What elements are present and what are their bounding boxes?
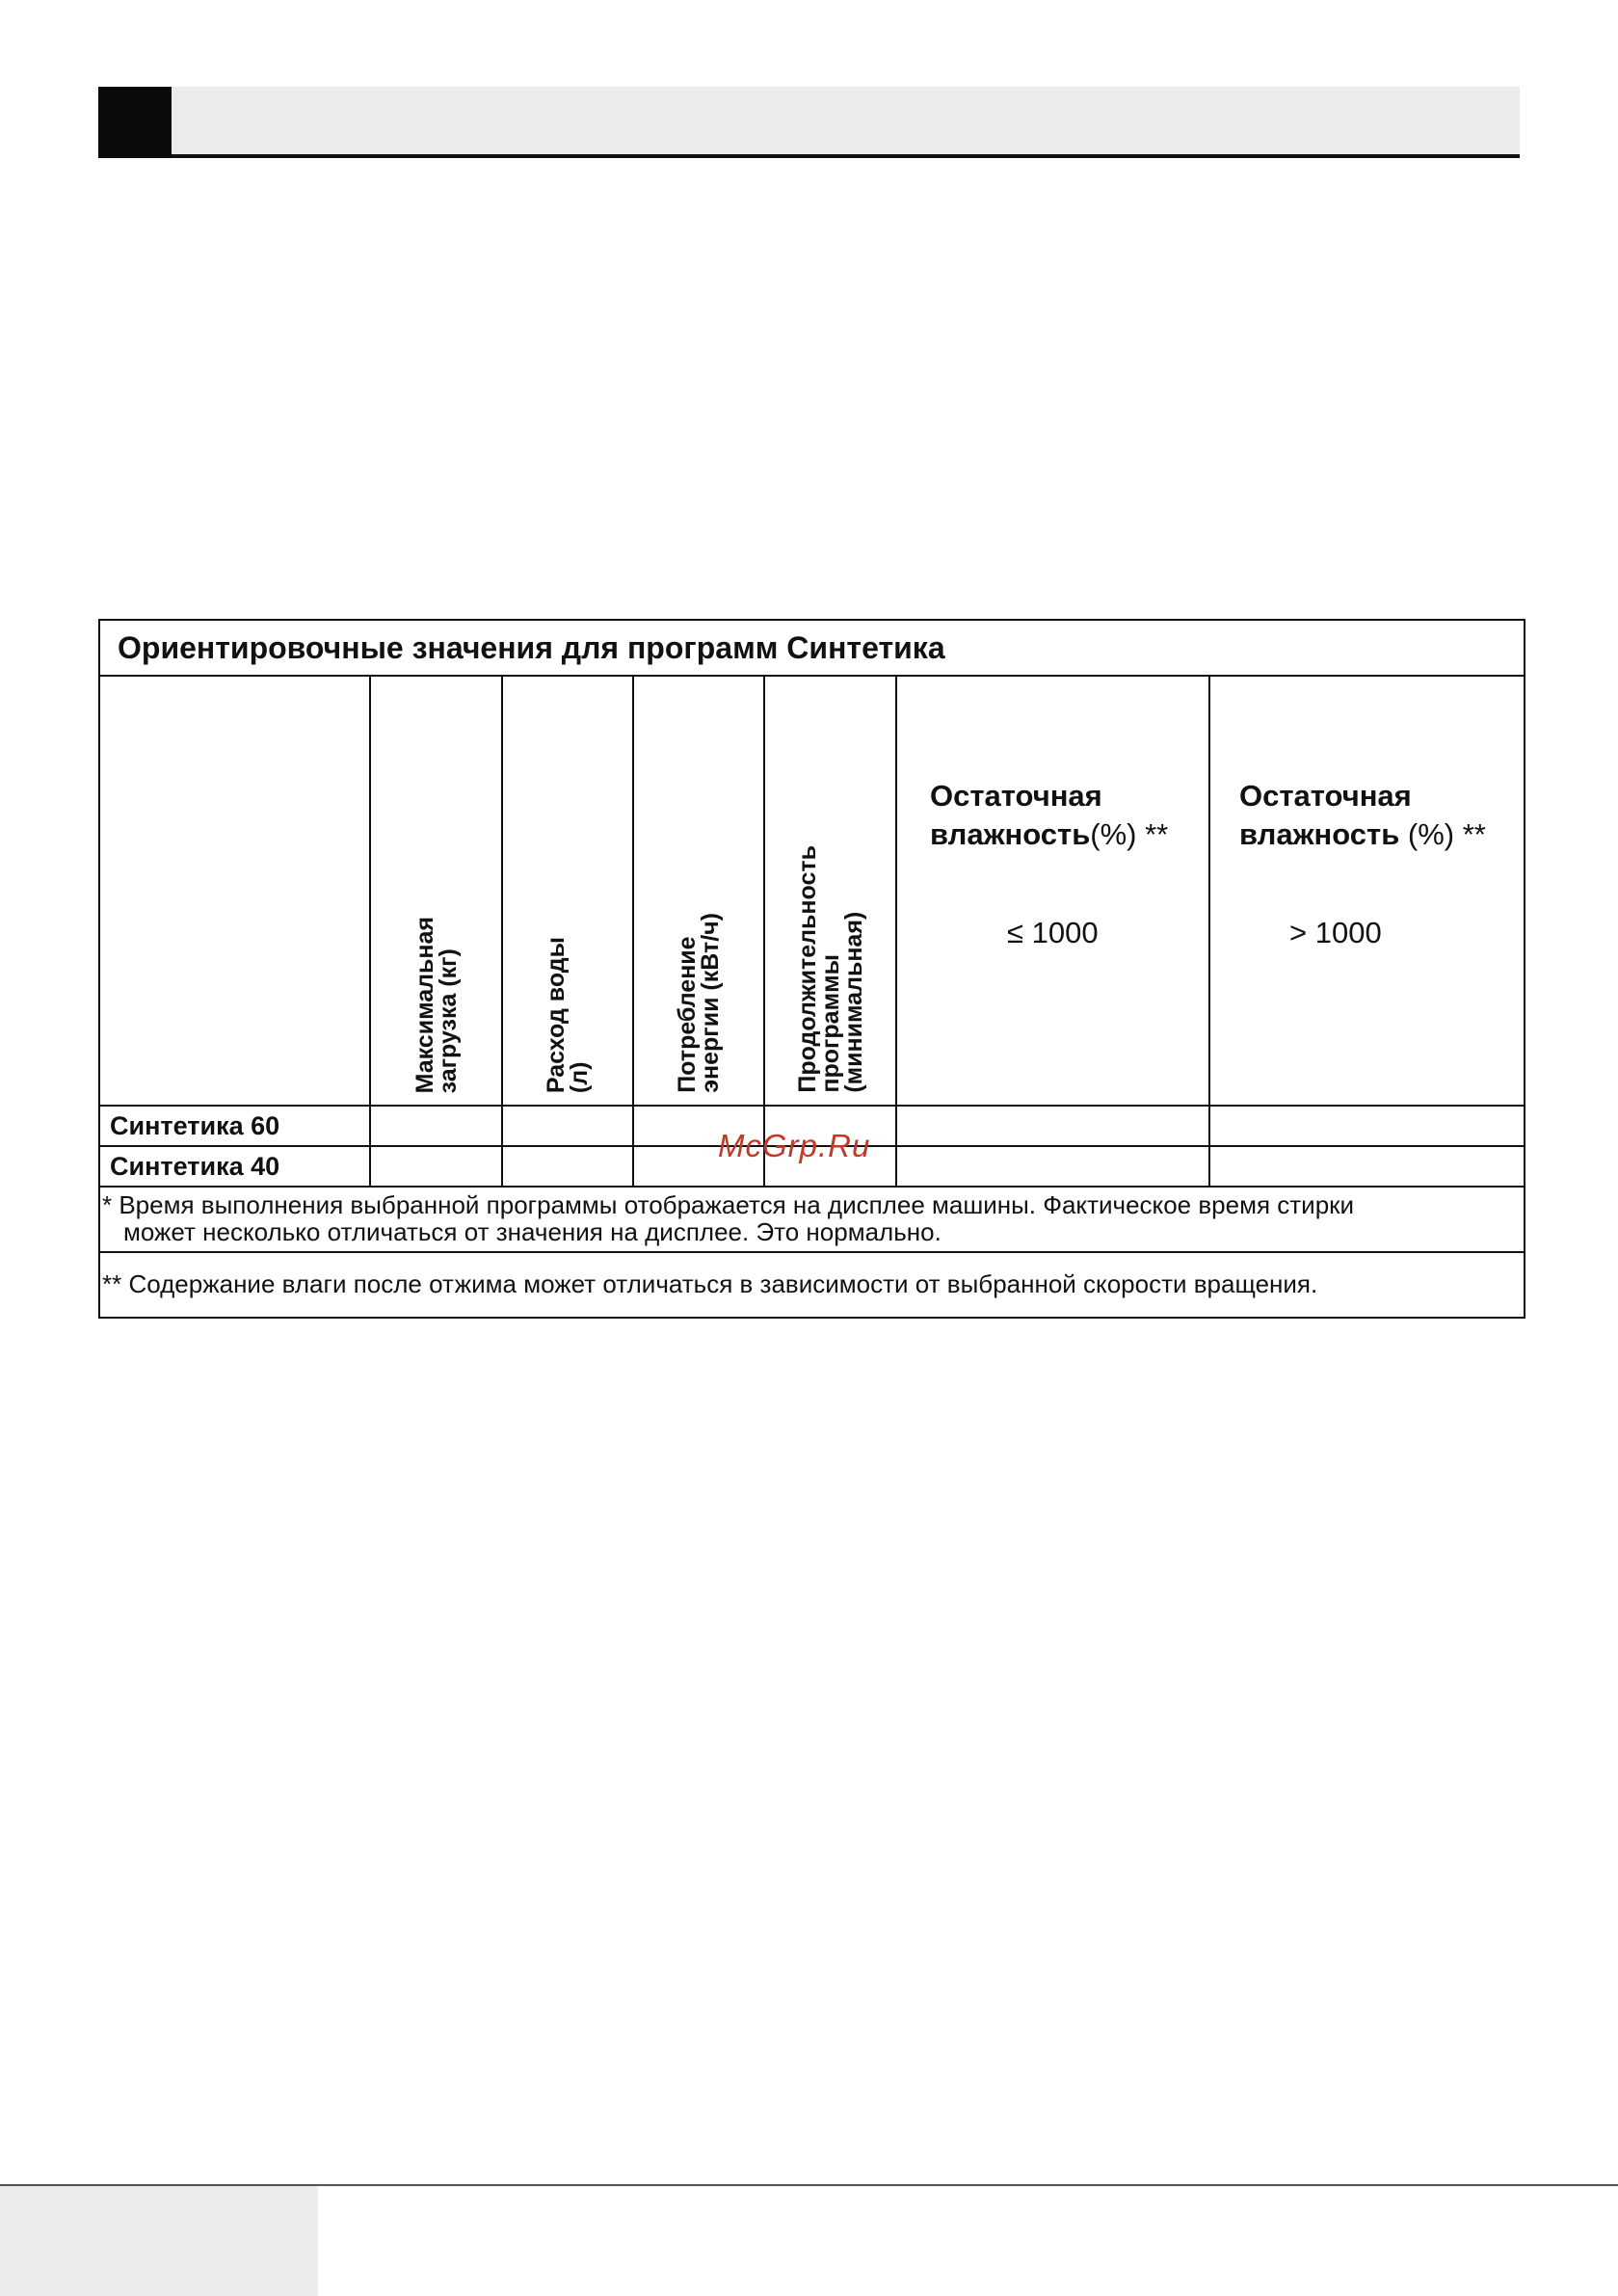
- water-consumption-label: Расход воды (л): [543, 936, 593, 1093]
- humidity-label-line1: Остаточная: [930, 779, 1102, 813]
- humidity-unit: (%) **: [1399, 817, 1486, 851]
- table-title: Ориентировочные значения для программ Синтетика: [99, 620, 1525, 676]
- footnote-duration-line2: может несколько отличаться от значения на дисплее. Это нормально.: [123, 1217, 942, 1246]
- row-label-synthetics-40: Синтетика 40: [99, 1146, 370, 1187]
- synthetics-values-table: [98, 619, 1525, 1319]
- watermark: McGrp.Ru: [718, 1128, 871, 1163]
- energy-consumption-label: Потребление энергии (кВт/ч): [674, 913, 724, 1093]
- header-bar: [98, 87, 1520, 158]
- footnote-humidity: ** Содержание влаги после отжима может отличаться в зависимости от выбранной скорости вращения.: [99, 1252, 1525, 1318]
- program-duration-header: [764, 676, 896, 1106]
- footer-block: [0, 2186, 318, 2296]
- water-consumption-header: [502, 676, 633, 1106]
- max-load-label: Максимальная загрузка (кг): [411, 916, 462, 1093]
- humidity-label-line2: влажность: [1239, 817, 1400, 851]
- row-label-synthetics-60: Синтетика 60: [99, 1106, 370, 1146]
- spin-speed-low: ≤ 1000: [1007, 916, 1099, 949]
- program-duration-label: Продолжительность программы (минимальная): [793, 845, 867, 1093]
- humidity-unit: (%) **: [1090, 817, 1169, 851]
- footnote-duration: [99, 1187, 1525, 1252]
- program-column-header: [99, 676, 370, 1106]
- humidity-low-speed-header: [896, 676, 1209, 1106]
- header-block: [98, 87, 172, 158]
- max-load-header: [370, 676, 502, 1106]
- humidity-label-line1: Остаточная: [1239, 779, 1412, 813]
- spin-speed-high: > 1000: [1289, 916, 1382, 949]
- humidity-high-speed-header: [1209, 676, 1525, 1106]
- footnote-duration-line1: * Время выполнения выбранной программы отображается на дисплее машины. Фактическое время стирки: [102, 1190, 1355, 1219]
- energy-consumption-header: [633, 676, 764, 1106]
- humidity-label-line2: влажность: [930, 817, 1091, 851]
